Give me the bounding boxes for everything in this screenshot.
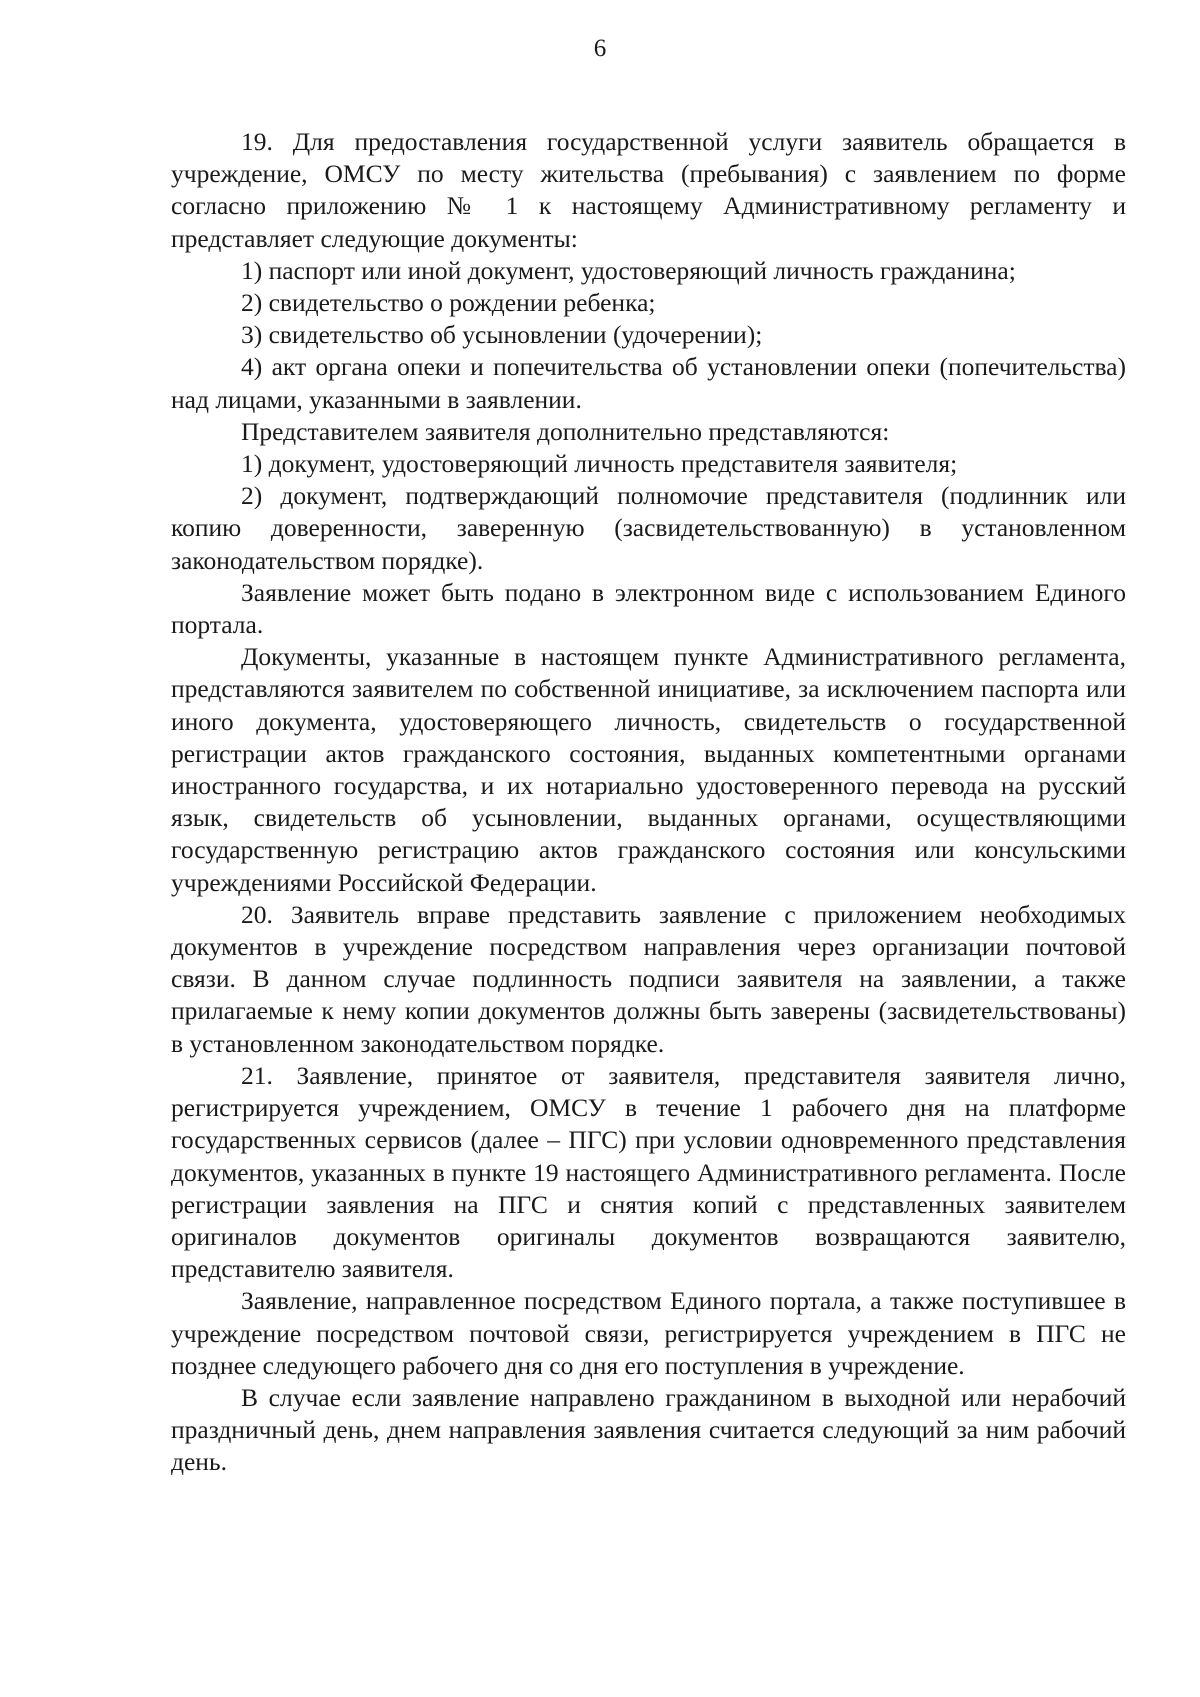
representative-intro: Представителем заявителя дополнительно представляются: [241, 416, 890, 446]
documents-initiative-paragraph: Документы, указанные в настоящем пункте Административного регламента, представляются заявителем по собственной инициативе, за исключением паспорта или иного документа, удостоверяющего личность, свидетельств о государственной регистрации актов гражданского состояния, выданных компетентными органами иностранного государства, и их нотариально удостоверенного перевода на русский язык, свидетельств об усыновлении, выданных органами, осуществляющими государственную регистрацию актов гражданского состояния или консульскими учреждениями Российской Федерации. [171, 642, 1126, 897]
electronic-submission-paragraph: Заявление может быть подано в электронном виде с использованием Единого портала. [171, 577, 1126, 640]
list-item-birth-certificate: 2) свидетельство о рождении ребенка; [241, 288, 656, 318]
list-item-guardianship-act: 4) акт органа опеки и попечительства об установлении опеки (попечительства) над лицами, указанными в заявлении. [171, 352, 1126, 414]
list-item-passport: 1) паспорт или иной документ, удостоверяющий личность гражданина; [241, 255, 1016, 285]
paragraph-19: 19. Для предоставления государственной услуги заявитель обращается в учреждение, ОМСУ по месту жительства (пребывания) с заявлением по форме согласно приложению № 1 к настоящему Административному регламенту и представляет следующие документы: [171, 127, 1126, 253]
paragraph-21: 21. Заявление, принятое от заявителя, представителя заявителя лично, регистрируется учреждением, ОМСУ в течение 1 рабочего дня на платформе государственных сервисов (далее – ПГС) при условии одновременного представления документов, указанных в пункте 19 настоящего Административного регламента. После регистрации заявления на ПГС и снятия копий с представленных заявителем оригиналов документов оригиналы документов возвращаются заявителю, представителю заявителя. [171, 1060, 1126, 1284]
list-item-representative-id: 1) документ, удостоверяющий личность представителя заявителя; [241, 449, 958, 479]
list-item-representative-authority: 2) документ, подтверждающий полномочие представителя (подлинник или копию доверенности, заверенную (засвидетельствованную) в установленном законодательством порядке). [171, 481, 1126, 575]
list-item-adoption-certificate: 3) свидетельство об усыновлении (удочерении); [241, 320, 763, 350]
portal-registration-paragraph: Заявление, направленное посредством Единого портала, а также поступившее в учреждение посредством почтовой связи, регистрируется учреждением в ПГС не позднее следующего рабочего дня со дня его поступления в учреждение. [171, 1286, 1126, 1380]
holiday-submission-paragraph: В случае если заявление направлено гражданином в выходной или нерабочий праздничный день, днем направления заявления считается следующий за ним рабочий день. [171, 1382, 1126, 1477]
paragraph-20: 20. Заявитель вправе представить заявление с приложением необходимых документов в учреждение посредством направления через организации почтовой связи. В данном случае подлинность подписи заявителя на заявлении, а также прилагаемые к нему копии документов должны быть заверены (засвидетельствованы) в установленном законодательством порядке. [171, 899, 1126, 1058]
page-number: 6 [593, 35, 607, 62]
document-body [171, 126, 1126, 1479]
